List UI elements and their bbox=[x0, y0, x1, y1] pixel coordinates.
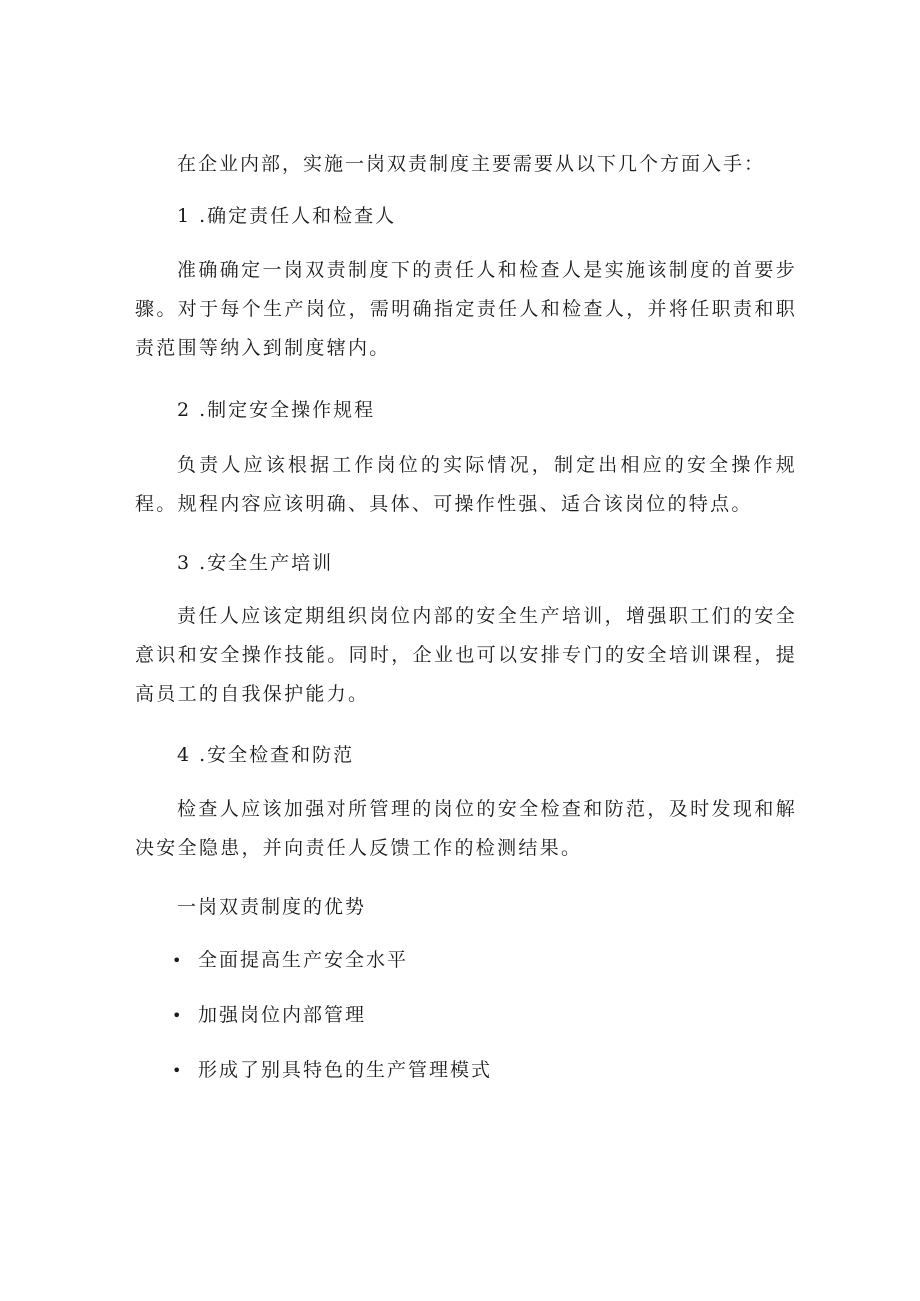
section-heading-4: 4 .安全检查和防范 bbox=[177, 744, 355, 766]
bullet-icon: • bbox=[172, 1006, 184, 1025]
bullet-icon: • bbox=[172, 951, 184, 970]
section-body-4: 检查人应该加强对所管理的岗位的安全检查和防范，及时发现和解决安全隐患，并向责任人反馈工作的检测结果。 bbox=[135, 798, 797, 859]
section-heading-1: 1 .确定责任人和检查人 bbox=[177, 205, 397, 227]
list-item bbox=[172, 1050, 492, 1091]
list-item bbox=[172, 995, 366, 1036]
section-body-2: 负责人应该根据工作岗位的实际情况，制定出相应的安全操作规程。规程内容应该明确、具体、可操作性强、适合该岗位的特点。 bbox=[135, 454, 797, 515]
section-heading-2: 2 .制定安全操作规程 bbox=[177, 399, 376, 421]
section-heading-3: 3 .安全生产培训 bbox=[177, 552, 334, 574]
list-item-text: 形成了别具特色的生产管理模式 bbox=[198, 1059, 493, 1081]
section-body-1: 准确确定一岗双责制度下的责任人和检查人是实施该制度的首要步骤。对于每个生产岗位，需明确指定责任人和检查人，并将任职责和职责范围等纳入到制度辖内。 bbox=[135, 259, 797, 359]
list-item bbox=[172, 940, 408, 981]
advantages-title: 一岗双责制度的优势 bbox=[177, 896, 367, 918]
intro-text: 在企业内部，实施一岗双责制度主要需要从以下几个方面入手： bbox=[177, 153, 766, 175]
list-item-text: 加强岗位内部管理 bbox=[198, 1004, 367, 1026]
list-item-text: 全面提高生产安全水平 bbox=[198, 949, 409, 971]
section-body-3: 责任人应该定期组织岗位内部的安全生产培训，增强职工们的安全意识和安全操作技能。同时，企业也可以安排专门的安全培训课程，提高员工的自我保护能力。 bbox=[135, 605, 797, 705]
bullet-icon: • bbox=[172, 1061, 184, 1080]
